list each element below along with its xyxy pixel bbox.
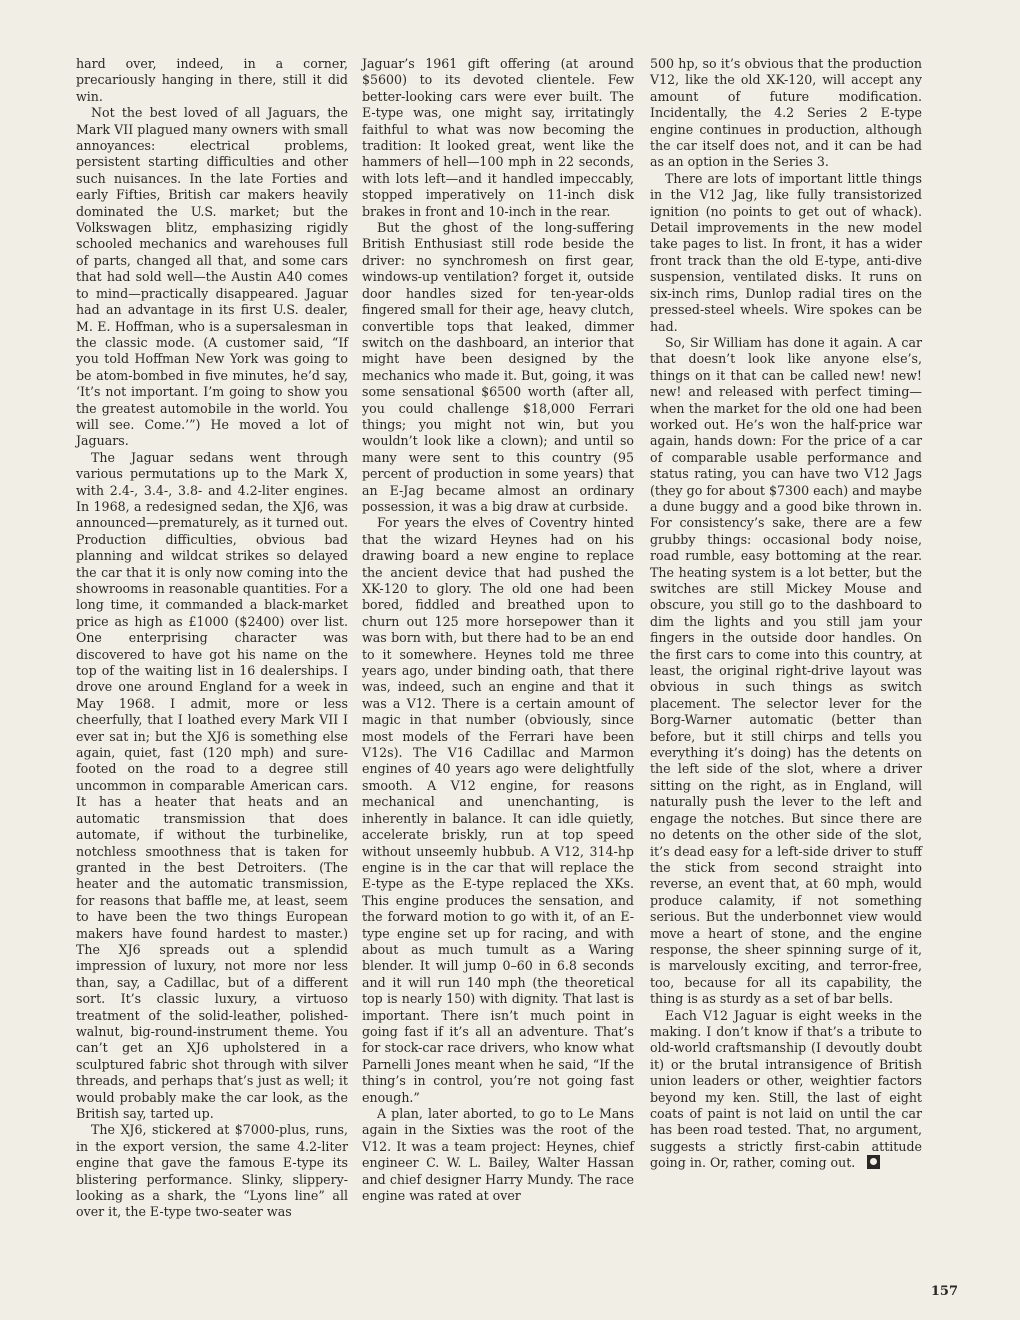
paragraph: But the ghost of the long-suffering British Enthusiast still rode beside the driver: no synchromesh on first gear, windows-up ventilation? forget it, outside door handles sized for ten-year-olds fingered small for their age, heavy clutch, convertible tops that leaked, dimmer switch on the dashboard, an interior that might have been designed by the mechanics who made it. But, going, it was some sensational $6500 worth (after all, you could challenge $18,000 Ferrari things; you might not win, but you wouldn’t look like a clown); and until so many were sent to this country (95 percent of production in some years) that an E-Jag became almost an ordinary possession, it was a big draw at curbside. (362, 220, 634, 514)
paragraph: For years the elves of Coventry hinted that the wizard Heynes had on his drawing board a new engine to replace the ancient device that had pushed the XK-120 to glory. The old one had been bored, fiddled and breathed upon to churn out 125 more horsepower than it was born with, but there had to be an end to it somewhere. Heynes told me three years ago, under binding oath, that there was, indeed, such an engine and that it was a V12. There is a certain amount of magic in that number (obviously, since most models of the Ferrari have been V12s). The V16 Cadillac and Marmon engines of 40 years ago were delightfully smooth. A V12 engine, for reasons mechanical and unenchanting, is inherently in balance. It can idle quietly, accelerate briskly, run at top speed without unseemly hubbub. A V12, 314-hp engine is in the car that will replace the E-type as the E-type replaced the XKs. This engine produces the sensation, and the forward motion to go with it, of an E-type engine set up for racing, and with about as much tumult as a Waring blender. It will jump 0–60 in 6.8 seconds and it will run 140 mph (the theoretical top is nearly 150) with dignity. That last is important. There isn’t much point in going fast if it’s all an adventure. That’s for stock-car race drivers, who know what Parnelli Jones meant when he said, “If the thing’s in control, you’re not going fast enough.” (362, 515, 634, 1105)
paragraph: 500 hp, so it’s obvious that the production V12, like the old XK-120, will accept any amount of future modification. Incidentally, the 4.2 Series 2 E-type engine continues in production, although the car itself does not, and it can be had as an option in the Series 3. (650, 56, 922, 170)
article-column-2 (362, 56, 634, 1204)
page-number: 157 (930, 1284, 958, 1299)
paragraph: So, Sir William has done it again. A car that doesn’t look like anyone else’s, things on it that can be called new! new! new! and released with perfect timing—when the market for the old one had been worked out. He’s won the half-price war again, hands down: For the price of a car of comparable usable performance and status rating, you can have two V12 Jags (they go for about $7300 each) and maybe a dune buggy and a good bike thrown in. For consistency’s sake, there are a few grubby things: occasional body noise, road rumble, easy bottoming at the rear. The heating system is a lot better, but the switches are still Mickey Mouse and obscure, you still go to the dashboard to dim the lights and you still jam your fingers in the outside door handles. On the first cars to come into this country, at least, the original right-drive layout was obvious in such things as switch placement. The selector lever for the Borg-Warner automatic (better than before, but it still chirps and tells you everything it’s doing) has the detents on the left side of the slot, where a driver sitting on the right, as in England, will naturally push the lever to the left and engage the notches. But since there are no detents on the other side of the slot, it’s dead easy for a left-side driver to stuff the stick from second straight into reverse, an event that, at 60 mph, would produce calamity, if not something serious. But the underbonnet view would move a heart of stone, and the engine response, the sheer spinning surge of it, is marvelously exciting, and terror-free, too, because for all its capability, the thing is as sturdy as a set of bar bells. (650, 334, 922, 1007)
paragraph: hard over, indeed, in a corner, precariously hanging in there, still it did win. (76, 56, 348, 104)
paragraph: The Jaguar sedans went through various permutations up to the Mark X, with 2.4-, 3.4-, 3.8- and 4.2-liter engines. In 1968, a redesigned sedan, the XJ6, was announced—prematurely, as it turned out. Production difficulties, obvious bad planning and wildcat strikes so delayed the car that it is only now coming into the showrooms in reasonable quantities. For a long time, it commanded a black-market price as high as £1000 ($2400) over list. One enterprising character was discovered to have got his name on the top of the waiting list in 16 dealerships. I drove one around England for a week in May 1968. I admit, more or less cheerfully, that I loathed every Mark VII I ever sat in; but the XJ6 is something else again, quiet, fast (120 mph) and sure-footed on the road to a degree still uncommon in comparable American cars. It has a heater that heats and an automatic transmission that does automate, if without the turbinelike, notchless smoothness that is taken for granted in the best Detroiters. (The heater and the automatic transmission, for reasons that baffle me, at least, seem to have been the two things European makers have found hardest to master.) The XJ6 spreads out a splendid impression of luxury, not more nor less than, say, a Cadillac, but of a different sort. It’s classic luxury, a virtuoso treatment of the solid-leather, polished-walnut, big-round-instrument theme. You can’t get an XJ6 upholstered in a sculptured fabric shot through with silver threads, and perhaps that’s just as well; it would probably make the car look, as the British say, tarted up. (76, 449, 348, 1121)
rabbit-logo-icon (867, 1155, 880, 1169)
paragraph: The XJ6, stickered at $7000-plus, runs, in the export version, the same 4.2-liter engine that gave the famous E-type its blistering performance. Slinky, slippery-looking as a shark, the “Lyons line” all over it, the E-type two-seater was (76, 1122, 348, 1220)
paragraph: Not the best loved of all Jaguars, the Mark VII plagued many owners with small annoyances: electrical problems, persistent starting difficulties and other such nuisances. In the late Forties and early Fifties, British car makers heavily dominated the U.S. market; but the Volkswagen blitz, emphasizing rigidly schooled mechanics and warehouses full of parts, changed all that, and some cars that had sold well—the Austin A40 comes to mind—practically disappeared. Jaguar had an advantage in its first U.S. dealer, M. E. Hoffman, who is a supersalesman in the classic mode. (A customer said, “If you told Hoffman New York was going to be atom-bombed in five minutes, he’d say, ‘It’s not important. I’m going to show you the greatest automobile in the world. You will see. Come.’”) He moved a lot of Jaguars. (76, 105, 348, 449)
article-column-1 (76, 56, 348, 1221)
paragraph (650, 1008, 922, 1172)
paragraph: There are lots of important little things in the V12 Jag, like fully transistorized ignition (no points to get out of whack). Detail improvements in the new model take pages to list. In front, it has a wider front track than the old E-type, anti-dive suspension, ventilated disks. It runs on six-inch rims, Dunlop radial tires on the pressed-steel wheels. Wire spokes can be had. (650, 170, 922, 334)
paragraph: Jaguar’s 1961 gift offering (at around $5600) to its devoted clientele. Few better-looking cars were ever built. The E-type was, one might say, irritatingly faithful to what was now becoming the tradition: It looked great, went like the hammers of hell—100 mph in 22 seconds, with lots left—and it handled impeccably, stopped imperatively on 11-inch disk brakes in front and 10-inch in the rear. (362, 56, 634, 219)
paragraph: A plan, later aborted, to go to Le Mans again in the Sixties was the root of the V12. It was a team project: Heynes, chief engineer C. W. L. Bailey, Walter Hassan and chief designer Harry Mundy. The race engine was rated at over (362, 1106, 634, 1204)
article-column-3 (650, 56, 922, 1172)
paragraph-text: Each V12 Jaguar is eight weeks in the making. I don’t know if that’s a tribute to old-world craftsmanship (I devoutly doubt it) or the brutal intransigence of British union leaders or other, weightier factors beyond my ken. Still, the last of eight coats of paint is not laid on until the car has been road tested. That, no argument, suggests a strictly first-cabin attitude going in. Or, rather, coming out. (650, 1007, 922, 1171)
